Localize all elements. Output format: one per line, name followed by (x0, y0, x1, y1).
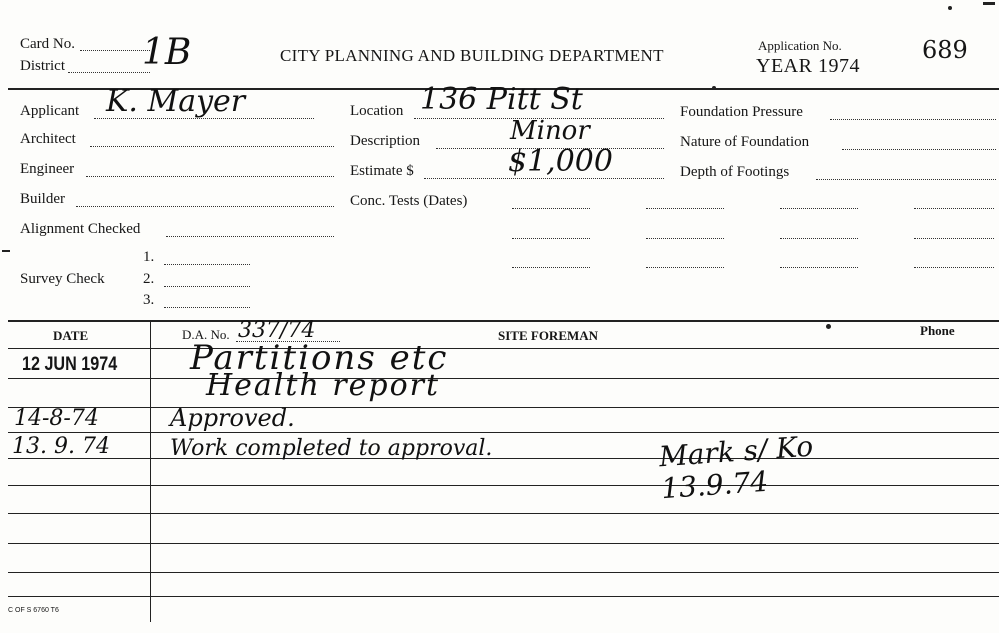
log-row-line (8, 407, 999, 408)
survey-line-3 (164, 307, 250, 308)
scan-speck (983, 2, 995, 5)
log-note-2: Health report (206, 368, 441, 403)
location-label: Location (350, 103, 404, 119)
foundation-pressure-line (830, 119, 996, 120)
survey-num-3: 3. (143, 292, 155, 308)
architect-line (90, 146, 334, 147)
scan-speck (712, 86, 716, 90)
architect-label: Architect (20, 131, 76, 147)
department-title: CITY PLANNING AND BUILDING DEPARTMENT (280, 46, 664, 65)
log-row-line (8, 596, 999, 597)
conc-line-1d (914, 208, 994, 209)
log-date-divider (150, 320, 151, 622)
district-line (68, 72, 150, 73)
survey-label: Survey Check (20, 271, 105, 287)
da-label: D.A. No. (182, 327, 230, 342)
description-value: Minor (510, 116, 590, 146)
conc-line-2b (646, 238, 724, 239)
survey-line-2 (164, 286, 250, 287)
conc-line-3b (646, 267, 724, 268)
depth-footings-line (816, 179, 996, 180)
builder-line (76, 206, 334, 207)
date-header: DATE (53, 328, 89, 343)
log-date-3: 14-8-74 (14, 406, 99, 431)
conc-line-1b (646, 208, 724, 209)
phone-header: Phone (920, 323, 955, 338)
nature-foundation-line (842, 149, 996, 150)
conc-line-2a (512, 238, 590, 239)
survey-num-1: 1. (143, 249, 155, 265)
card-no-line (80, 50, 150, 51)
estimate-label: Estimate $ (350, 163, 414, 179)
location-value: 136 Pitt St (420, 82, 583, 117)
conc-line-1c (780, 208, 858, 209)
conc-line-3d (914, 267, 994, 268)
card-no-label: Card No. (20, 36, 75, 52)
engineer-line (86, 176, 334, 177)
log-date-1: 12 JUN 1974 (22, 354, 118, 375)
foundation-pressure-label: Foundation Pressure (680, 104, 803, 120)
conc-line-1a (512, 208, 590, 209)
log-top-border (8, 320, 999, 322)
log-row-line (8, 572, 999, 573)
log-note-1: Partitions etc (190, 338, 449, 378)
form-code: C OF S 6760 T6 (8, 607, 59, 614)
engineer-label: Engineer (20, 161, 75, 177)
log-note-3: Approved. (170, 404, 295, 432)
log-row-line (8, 543, 999, 544)
applicant-value: K. Mayer (106, 84, 246, 119)
conc-tests-label: Conc. Tests (Dates) (350, 193, 468, 209)
description-label: Description (350, 133, 420, 149)
estimate-value: $1,000 (508, 144, 613, 179)
conc-line-2d (914, 238, 994, 239)
log-row-line (8, 348, 999, 349)
application-number: 689 (922, 36, 968, 64)
application-no-label: Application No. (758, 38, 842, 53)
alignment-label: Alignment Checked (20, 221, 141, 237)
log-date-4: 13. 9. 74 (12, 434, 110, 459)
builder-label: Builder (20, 191, 65, 207)
conc-line-3a (512, 267, 590, 268)
log-note-4: Work completed to approval. (170, 436, 493, 461)
survey-line-1 (164, 264, 250, 265)
depth-footings-label: Depth of Footings (680, 164, 790, 180)
applicant-label: Applicant (20, 103, 80, 119)
conc-line-2c (780, 238, 858, 239)
year-label: YEAR 1974 (756, 55, 860, 77)
nature-foundation-label: Nature of Foundation (680, 134, 810, 150)
alignment-line (166, 236, 334, 237)
conc-line-3c (780, 267, 858, 268)
scan-speck (826, 324, 831, 329)
log-row-line (8, 378, 999, 379)
scan-speck (2, 250, 10, 252)
card-no-value: 1B (142, 32, 192, 73)
site-foreman-header: SITE FOREMAN (498, 328, 599, 343)
inspector-signature: Mark s/ Ko 13.9.74 (657, 429, 815, 506)
scan-speck (948, 6, 952, 10)
da-value: 337/74 (238, 318, 316, 343)
district-label: District (20, 58, 65, 74)
log-row-line (8, 513, 999, 514)
survey-num-2: 2. (143, 271, 155, 287)
